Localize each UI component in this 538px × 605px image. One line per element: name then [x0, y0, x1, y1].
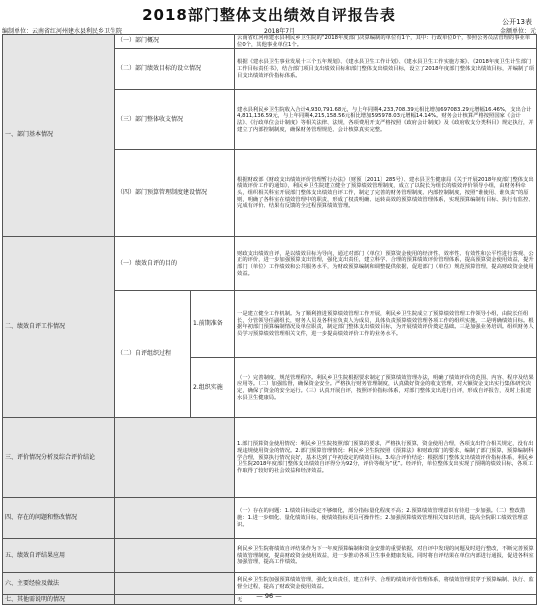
row-text: 利民乡卫生院将绩效自评结果作为下一年度预算编制和资金安排的重要依据，对自评中发现的问题及时进行整改，不断完善预算绩效管理制度，提高财政资金使用效益，进一步推动各项卫生事业健康发展。同时将自评结果在单位内部进行通报，促进各科室加强管理，提高工作绩效。 — [235, 539, 537, 573]
row-label: （一）绩效自评的目的 — [115, 237, 235, 291]
row-label: （一）部门概况 — [115, 35, 235, 49]
unit-label: 编制单位：云南省红河州建水县利民乡卫生院 — [2, 28, 123, 35]
row-label: （四）部门预算管理制度建设情况 — [115, 150, 235, 237]
report-title: 2018部门整体支出绩效自评报告表 — [142, 6, 396, 24]
row-text: （一）存在的问题：1.绩效目标设定不够细化，部分指标量化程度不高；2.预算绩效管理意识有待进一步加强。（二）整改措施：1.进一步细化、量化绩效目标，使绩效指标更具可操作性；2.加强预算绩效管理相关知识培训，提高全院职工绩效管理意识。 — [235, 498, 537, 539]
page-number: — 96 — — [256, 592, 282, 600]
table-number: 公开13表 — [502, 18, 532, 26]
row-text: 根据财政部《财政支出绩效评价管理暂行办法》（财预〔2011〕285号）、建水县卫生健康局《关于开展2018年度部门整体支出绩效评价工作的通知》，利民乡卫生院建立健全了预算绩效管理制度，成立了以院长为组长的绩效评价领导小组，由财务科牵头，组织相关科室开展部门整体支出绩效自评工作，制定了完善的财务管理制度、内部控制制度，按照“谁使用、谁负责”的原则，明确了各科室在绩效管理中的职责，形成了权责明确、运转高效的预算绩效管理体系，实现预算编制有目标、执行有监控、完成有评价、结果有反馈的全过程预算绩效管理。 — [235, 150, 537, 237]
empty-cell — [115, 418, 235, 498]
row-text: 一是建立健全工作机制。为了顺利推进预算绩效管理工作开展，利民乡卫生院成立了预算绩效管理工作领导小组，由院长任组长，分管领导任副组长，财务人员及各科室负责人为成员，具体负责预算绩效管理各项工作的组织实施。二是明确绩效目标。根据年初部门预算编制情况及单位职责，制定部门整体支出绩效目标，为开展绩效评价奠定基础。三是加强业务培训。组织财务人员学习预算绩效管理相关文件，进一步提高绩效评价工作的业务水平。 — [235, 291, 537, 358]
row-text: 财政支出绩效自评，是以绩效目标为导向，通过对部门（单位）预算资金使用的经济性、效率性、有效性和公平性进行客观、公正的评价，进一步加强预算支出管理，强化支出责任，建立科学、合理的预算绩效评价管理体系，提高预算资金使用效益，提升部门（单位）工作绩效和公共服务水平，为财政预算编制和调整提供依据，促进部门（单位）规范预算管理，提高财政资金使用效益。 — [235, 237, 537, 291]
row-text: 利民乡卫生院加强预算绩效管理，强化支出责任，建立科学、合理的绩效评价管理体系，将绩效管理贯穿于预算编制、执行、监督全过程，提高了财政资金使用效益。 — [235, 573, 537, 595]
sub-label: 1.前期准备 — [191, 291, 235, 358]
empty-cell — [115, 539, 235, 573]
empty-cell — [115, 498, 235, 539]
section-label: 五、绩效自评结果应用 — [3, 539, 115, 573]
section-label: 二、绩效自评工作情况 — [3, 237, 115, 418]
row-text: 云南省红河州建水县利民乡卫生院的“2018年度部门决算编制的单位有1个，其中：行政单位0个，参照公务员法管理的事业单位0个，其他事业单位1个。 — [235, 35, 537, 49]
row-text: 根据《建水县卫生事业发展十三个五年规划》、《建水县卫生工作计划》、《建水县卫生工作实施方案》、《2018年度卫生计生部门工作目标责任书》，结合部门项目支出绩效目标和部门整体支出绩效目标，设立了2018年度部门整体支出绩效目标，并编制了项目支出绩效评价指标体系。 — [235, 49, 537, 90]
report-table — [2, 34, 537, 605]
section-label: 三、评价情况分析及综合评价结论 — [3, 418, 115, 498]
row-text: 1.部门预算资金使用情况：利民乡卫生院按照部门预算的要求，严格执行预算，资金使用合理，各项支出符合相关规定，没有出现违规使用资金的情况。2.部门预算管理情况：利民乡卫生院按照《预算法》和财政部门的要求，编制了部门预算，预算编制科学合理，预算执行情况良好，基本达到了年初设定的绩效目标。3.综合评价结论：根据部门整体支出绩效评价指标体系，利民乡卫生院2018年度部门整体支出绩效自评得分为92分，评价等级为“优”。经评价，单位整体支出实现了预期的绩效目标，各项工作取得了较好的社会效益和经济效益。 — [235, 418, 537, 498]
sub-label: 2.组织实施 — [191, 358, 235, 418]
row-text: 建水县利民乡卫生院收入合计4,930,791.68元，与上年同期4,233,708.39元相比增加697083.29元增幅16.46%，支出合计4,811,136.59元，与上年同期4,215,158.56元相比增加595978.03元增幅14.14%。财务会计核算严格按照国家《会计法》、《行政单位会计制度》等相关法律、法规，各项费用开支严格按照《政府会计制度》及《政府收支分类科目》规定执行，并建立了内部控制制度，确保财务管理规范、会计核算真实完整。 — [235, 90, 537, 150]
currency-label: 金额单位：元 — [499, 28, 536, 35]
section-label: 四、存在的问题和整改情况 — [3, 498, 115, 539]
row-label: （二）自评组织过程 — [115, 291, 191, 418]
row-label: （二）部门绩效目标的设立情况 — [115, 49, 235, 90]
section-label: 六、主要经验及做法 — [3, 573, 115, 595]
date-label: 2018年7月 — [264, 28, 296, 35]
row-text: 无 — [235, 595, 537, 605]
row-text: （一）完善制度，规范管理程序。利民乡卫生院根据要求制定了预算绩效管理办法，明确了绩效评价的范围、内容、程序及结果应用等。（二）加强监督，确保资金安全。严格执行财务管理制度，认真做好资金的收支管理，对大额资金支出实行集体研究决定，确保了资金的安全运行。（三）认真开展自评，按照评价指标体系，对部门整体支出进行自评，形成自评报告，及时上报建水县卫生健康局。 — [235, 358, 537, 418]
section-label: 七、其他需说明的情况 — [3, 595, 115, 605]
section-label: 一、部门基本情况 — [3, 35, 115, 237]
row-label: （三）部门整体收支情况 — [115, 90, 235, 150]
